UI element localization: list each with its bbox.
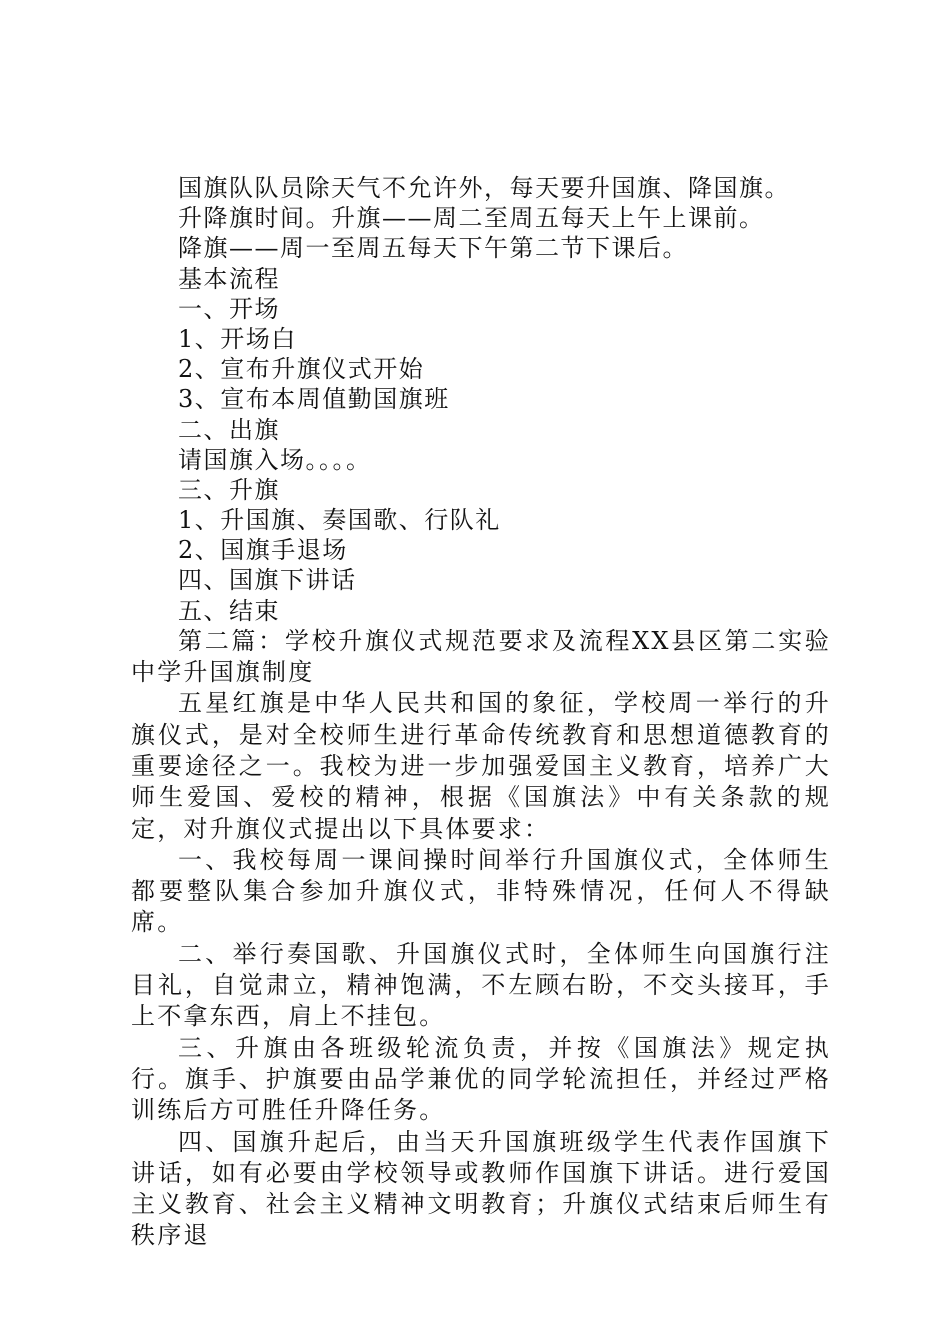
section-heading: 五、结束 <box>178 596 280 625</box>
body-paragraph: 三、升旗由各班级轮流负责，并按《国旗法》规定执行。旗手、护旗要由品学兼优的同学轮流担任，并经过严格训练后方可胜任升降任务。 <box>131 1033 831 1125</box>
list-item: 3、宣布本周值勤国旗班 <box>178 385 450 414</box>
list-item: 1、升国旗、奏国歌、行队礼 <box>178 506 501 535</box>
body-paragraph: 二、举行奏国歌、升国旗仪式时，全体师生向国旗行注目礼，自觉肃立，精神饱满，不左顾右盼，不交头接耳，手上不拿东西，肩上不挂包。 <box>131 939 831 1031</box>
text-line: 升降旗时间。升旗——周二至周五每天上午上课前。 <box>178 204 765 233</box>
list-item: 1、开场白 <box>178 324 297 353</box>
document-body <box>131 173 831 1252</box>
section-heading: 三、升旗 <box>178 475 280 504</box>
text-line: 降旗——周一至周五每天下午第二节下课后。 <box>178 234 688 263</box>
list-item: 2、宣布升旗仪式开始 <box>178 355 425 384</box>
body-paragraph: 一、我校每周一课间操时间举行升国旗仪式，全体师生都要整队集合参加升旗仪式，非特殊情况，任何人不得缺席。 <box>131 845 831 937</box>
text-line: 国旗队队员除天气不允许外，每天要升国旗、降国旗。 <box>178 174 790 202</box>
chapter-title: 第二篇：学校升旗仪式规范要求及流程XX县区第二实验中学升国旗制度 <box>131 626 831 687</box>
body-paragraph: 四、国旗升起后，由当天升国旗班级学生代表作国旗下讲话，如有必要由学校领导或教师作国旗下讲话。进行爱国主义教育、社会主义精神文明教育；升旗仪式结束后师生有秩序退 <box>131 1127 831 1250</box>
section-heading: 基本流程 <box>178 264 280 293</box>
text-line: 请国旗入场。。。。 <box>178 445 372 474</box>
section-heading: 二、出旗 <box>178 415 280 444</box>
list-item: 2、国旗手退场 <box>178 536 348 565</box>
body-paragraph: 五星红旗是中华人民共和国的象征，学校周一举行的升旗仪式，是对全校师生进行革命传统教育和思想道德教育的重要途径之一。我校为进一步加强爱国主义教育，培养广大师生爱国、爱校的精神，根据《国旗法》中有关条款的规定，对升旗仪式提出以下具体要求： <box>131 689 831 843</box>
section-heading: 一、开场 <box>178 294 280 323</box>
section-heading: 四、国旗下讲话 <box>178 566 357 595</box>
